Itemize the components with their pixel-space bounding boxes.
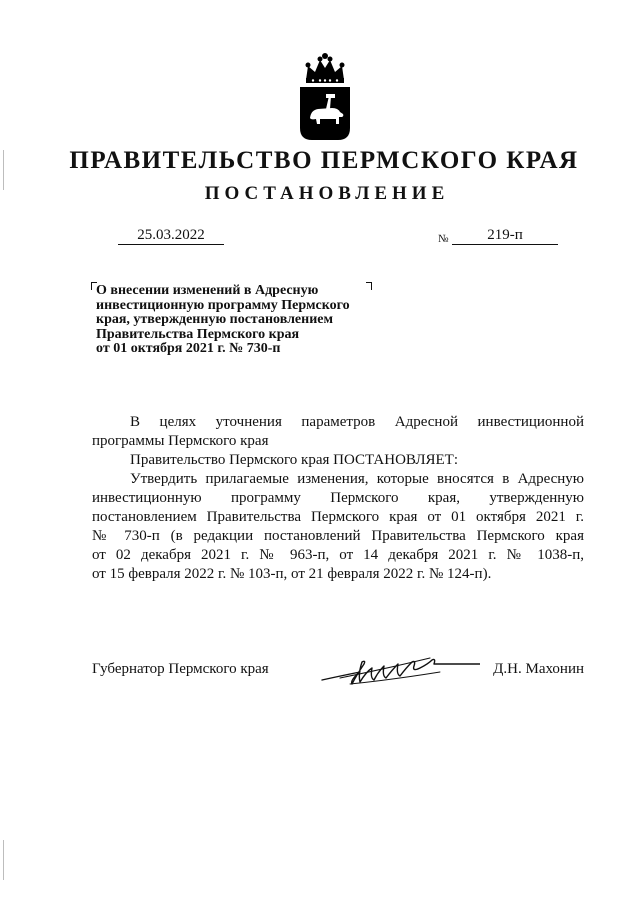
body-line: № 730-п (в редакции постановлений Правительства Пермского края <box>92 528 584 544</box>
body-line: Утвердить прилагаемые изменения, которые вносятся в Адресную <box>130 471 584 487</box>
body-line: инвестиционную программу Пермского края, утвержденную <box>92 490 584 506</box>
decision-paragraph <box>92 470 584 584</box>
document-subject <box>96 284 386 357</box>
handwritten-signature-icon <box>320 650 480 690</box>
body-line: В целях уточнения параметров Адресной инвестиционной <box>130 414 584 430</box>
document-number: 219-п <box>452 226 558 245</box>
government-title: ПРАВИТЕЛЬСТВО ПЕРМСКОГО КРАЯ <box>69 147 579 174</box>
number-prefix: № <box>438 233 449 245</box>
subject-line: Правительства Пермского края <box>96 326 300 342</box>
body-line: от 02 декабря 2021 г. № 963-п, от 14 декабря 2021 г. № 1038-п, <box>92 547 584 563</box>
subject-line: от 01 октября 2021 г. № 730-п <box>96 341 281 356</box>
subject-line: края, утвержденную постановлением <box>96 312 334 327</box>
body-line: программы Пермского края <box>92 433 269 449</box>
preamble-paragraph <box>92 413 584 451</box>
signatory-title: Губернатор Пермского края <box>92 661 269 677</box>
resolution-paragraph: Правительство Пермского края ПОСТАНОВЛЯЕТ: <box>130 452 459 468</box>
scan-edge-mark <box>3 840 4 880</box>
document-date: 25.03.2022 <box>118 226 224 245</box>
body-line: постановлением Правительства Пермского края от 01 октября 2021 г. <box>92 509 584 525</box>
perm-krai-coat-of-arms-icon <box>296 52 354 142</box>
document-type: ПОСТАНОВЛЕНИЕ <box>204 183 450 204</box>
subject-line: О внесении изменений в Адресную <box>96 283 319 298</box>
document-body <box>92 413 584 584</box>
subject-line: инвестиционную программу Пермского <box>96 297 350 313</box>
signatory-name: Д.Н. Махонин <box>493 661 584 677</box>
body-line: от 15 февраля 2022 г. № 103-п, от 21 февраля 2022 г. № 124-п). <box>92 566 492 582</box>
